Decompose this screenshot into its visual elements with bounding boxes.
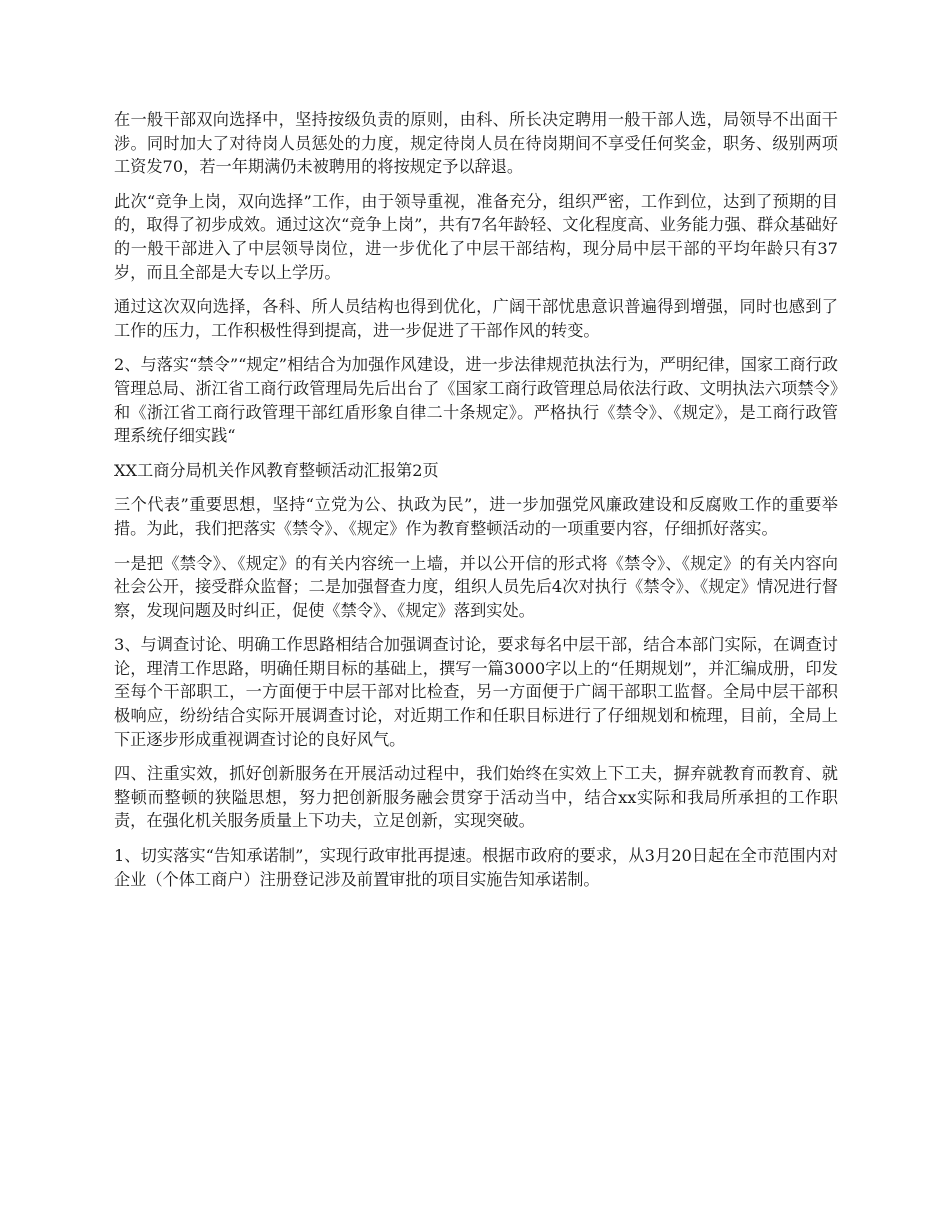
- paragraph-2: 此次“竞争上岗，双向选择”工作，由于领导重视，准备充分，组织严密，工作到位，达到了预期的目的，取得了初步成效。通过这次“竞争上岗”，共有7名年龄轻、文化程度高、业务能力强、群众基础好的一般干部进入了中层领导岗位，进一步优化了中层干部结构，现分局中层干部的平均年龄只有37岁，而且全部是大专以上学历。: [114, 191, 838, 282]
- document-body: [114, 108, 838, 902]
- page-header-line: XX工商分局机关作风教育整顿活动汇报第2页: [114, 460, 439, 480]
- paragraph-1: 在一般干部双向选择中，坚持按级负责的原则，由科、所长决定聘用一般干部人选，局领导不出面干涉。同时加大了对待岗人员惩处的力度，规定待岗人员在待岗期间不享受任何奖金，职务、级别两项工资发70，若一年期满仍未被聘用的将按规定予以辞退。: [114, 110, 838, 177]
- paragraph-5: 三个代表”重要思想，坚持“立党为公、执政为民”，进一步加强党风廉政建设和反腐败工作的重要举措。为此，我们把落实《禁令》、《规定》作为教育整顿活动的一项重要内容，仔细抓好落实。: [114, 495, 838, 538]
- paragraph-4: 2、与落实“禁令”“规定”相结合为加强作风建设，进一步法律规范执法行为，严明纪律，国家工商行政管理总局、浙江省工商行政管理局先后出台了《国家工商行政管理总局依法行政、文明执法六项禁令》和《浙江省工商行政管理干部红盾形象自律二十条规定》。严格执行《禁令》、《规定》，是工商行政管理系统仔细实践“: [114, 355, 838, 446]
- paragraph-3: 通过这次双向选择，各科、所人员结构也得到优化，广阔干部忧患意识普遍得到增强，同时也感到了工作的压力，工作积极性得到提高，进一步促进了干部作风的转变。: [114, 297, 838, 340]
- paragraph-9: 1、切实落实“告知承诺制”，实现行政审批再提速。根据市政府的要求，从3月20日起在全市范围内对企业（个体工商户）注册登记涉及前置审批的项目实施告知承诺制。: [114, 846, 838, 889]
- paragraph-8: 四、注重实效，抓好创新服务在开展活动过程中，我们始终在实效上下工夫，摒弃就教育而教育、就整顿而整顿的狭隘思想，努力把创新服务融会贯穿于活动当中，结合xx实际和我局所承担的工作职责，在强化机关服务质量上下功夫，立足创新，实现突破。: [114, 764, 838, 831]
- paragraph-7: 3、与调查讨论、明确工作思路相结合加强调查讨论，要求每名中层干部，结合本部门实际，在调查讨论，理清工作思路，明确任期目标的基础上，撰写一篇3000字以上的“任期规划”，并汇编成册，印发至每个干部职工，一方面便于中层干部对比检查，另一方面便于广阔干部职工监督。全局中层干部积极响应，纷纷结合实际开展调查讨论，对近期工作和任职目标进行了仔细规划和梳理，目前，全局上下正逐步形成重视调查讨论的良好风气。: [114, 635, 838, 749]
- paragraph-6: 一是把《禁令》、《规定》的有关内容统一上墙，并以公开信的形式将《禁令》、《规定》的有关内容向社会公开，接受群众监督；二是加强督查力度，组织人员先后4次对执行《禁令》、《规定》情况进行督察，发现问题及时纠正，促使《禁令》、《规定》落到实处。: [114, 553, 838, 620]
